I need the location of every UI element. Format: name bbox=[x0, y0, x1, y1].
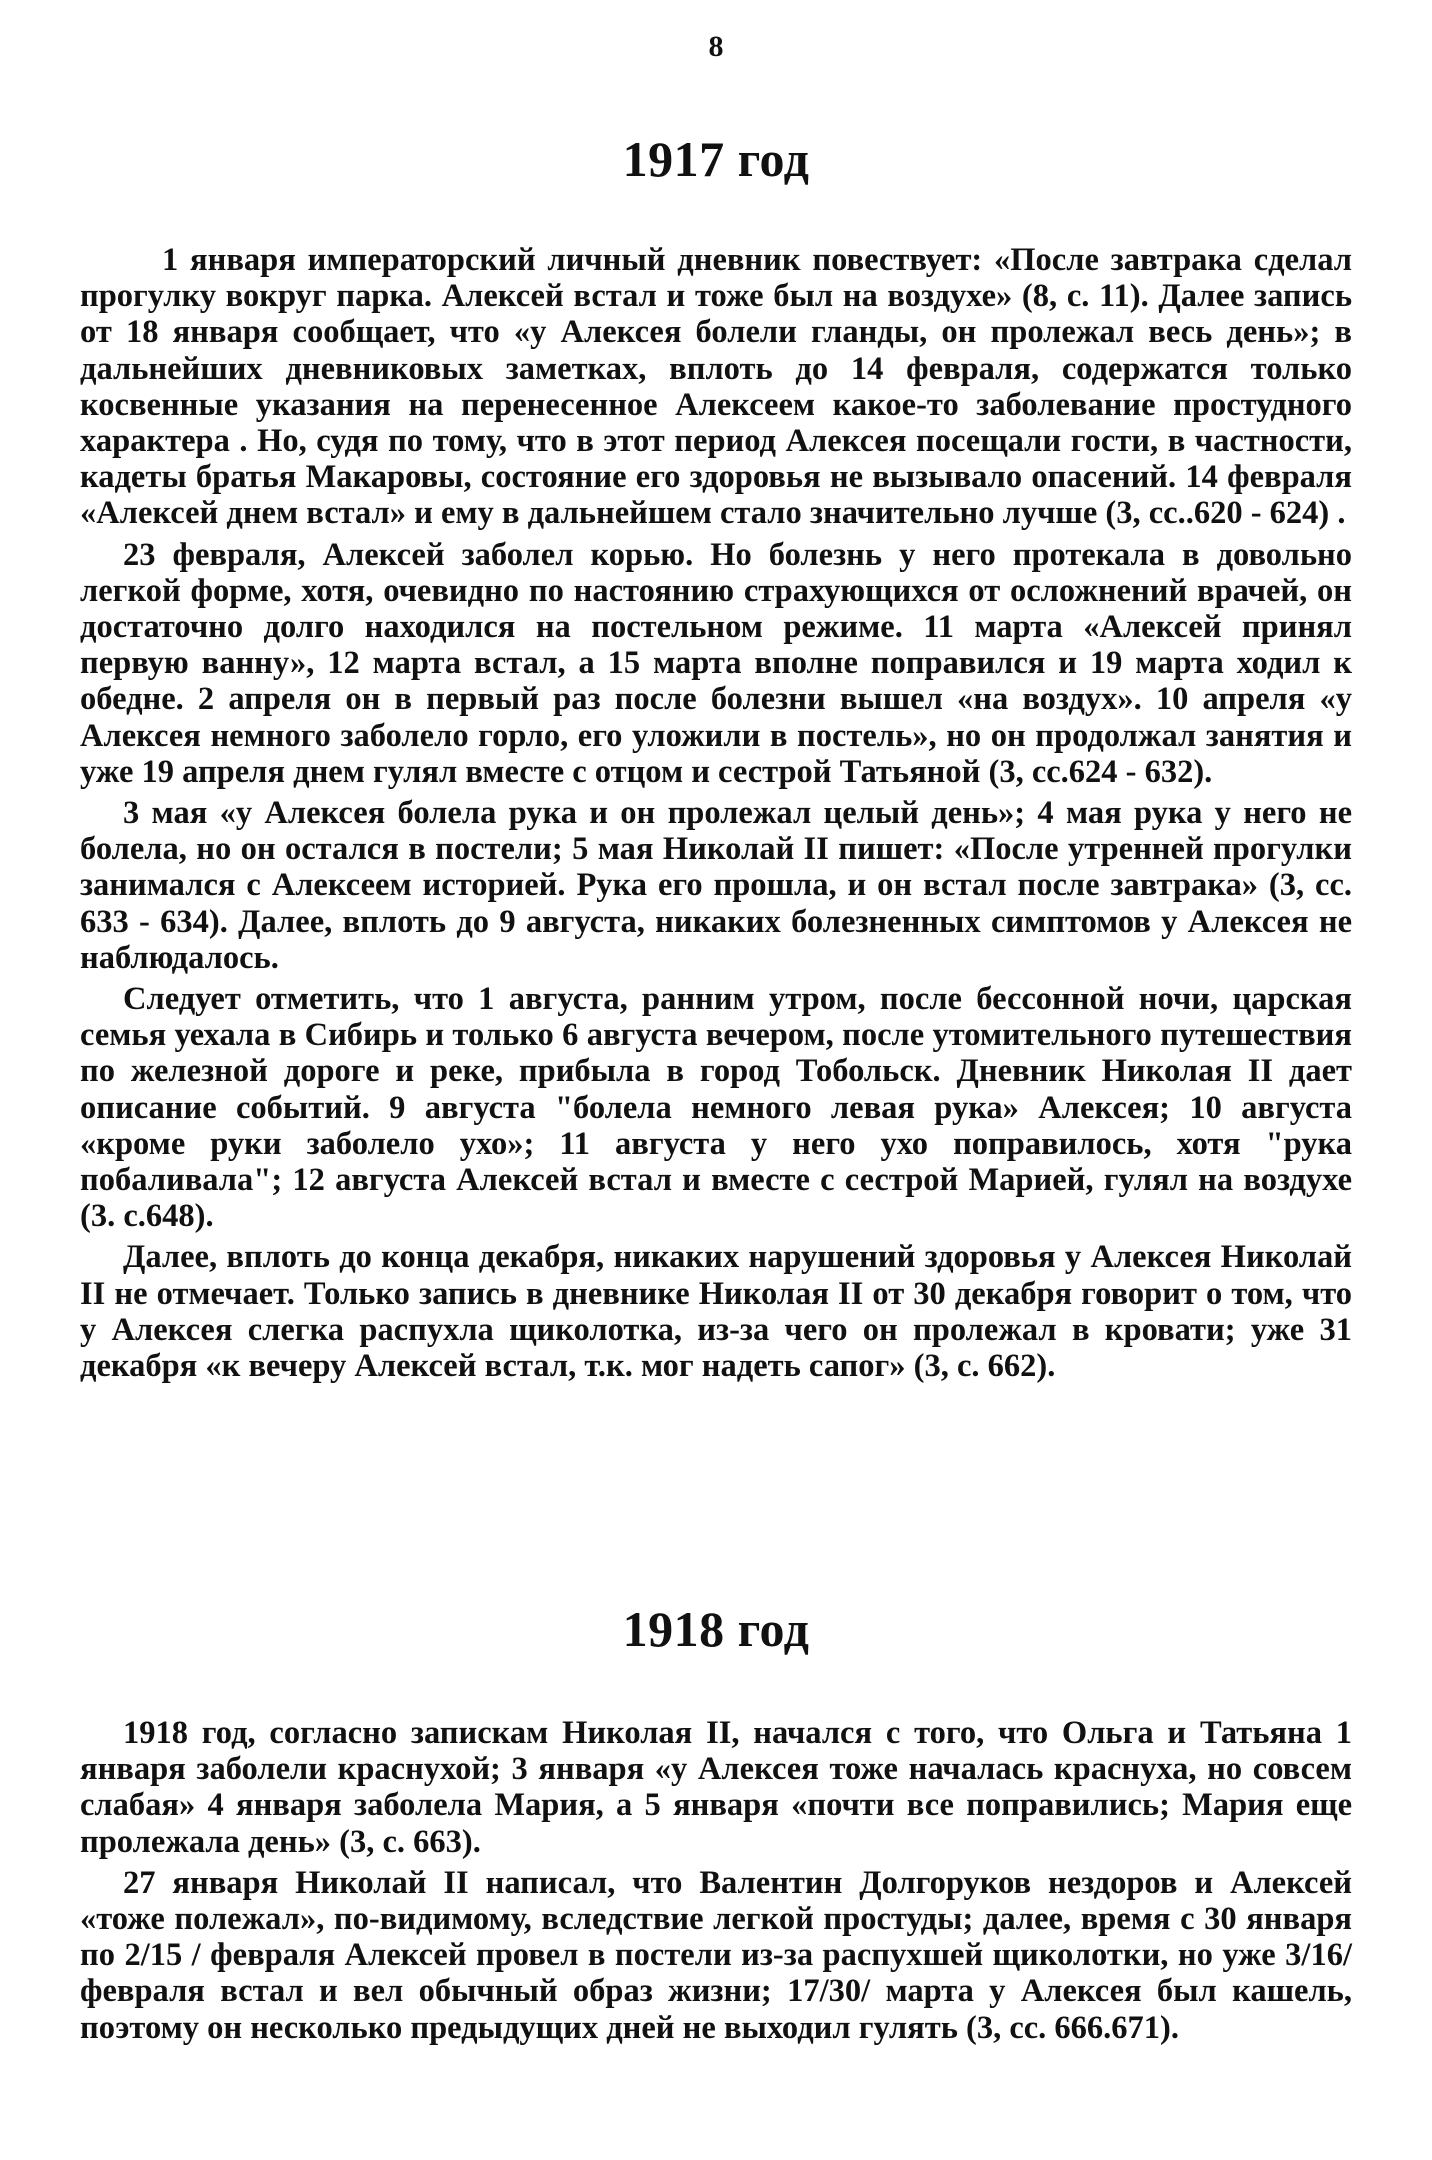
paragraph: 27 января Николай II написал, что Валентин Долгоруков нездоров и Алексей «тоже полежал», по-видимому, вследствие легкой простуды; далее, время с 30 января по 2/15 / февраля Алексей провел в постели из-за распухшей щиколотки, но уже 3/16/ февраля встал и вел обычный образ жизни; 17/30/ марта у Алексея был кашель, поэтому он несколько предыдущих дней не выходил гулять (3, сс. 666.671). bbox=[80, 1864, 1352, 2046]
paragraph: Следует отметить, что 1 августа, ранним утром, после бессонной ночи, царская семья уехала в Сибирь и только 6 августа вечером, после утомительного путешествия по железной дороге и реке, прибыла в город Тобольск. Дневник Николая II дает описание событий. 9 августа "болела немного левая рука» Алексея; 10 августа «кроме руки заболело ухо»; 11 августа у него ухо поправилось, хотя "рука побаливала"; 12 августа Алексей встал и вместе с сестрой Марией, гулял на воздухе (3. с.648). bbox=[80, 981, 1352, 1235]
paragraph: 23 февраля, Алексей заболел корью. Но болезнь у него протекала в довольно легкой форме, хотя, очевидно по настоянию страхующихся от осложнений врачей, он достаточно долго находился на постельном режиме. 11 марта «Алексей принял первую ванну», 12 марта встал, а 15 марта вполне поправился и 19 марта ходил к обедне. 2 апреля он в первый раз после болезни вышел «на воздух». 10 апреля «у Алексея немного заболело горло, его уложили в постель», но он продолжал занятия и уже 19 апреля днем гулял вместе с отцом и сестрой Татьяной (3, сс.624 - 632). bbox=[80, 536, 1352, 790]
paragraph: 1 января императорский личный дневник повествует: «После завтрака сделал прогулку вокруг парка. Алексей встал и тоже был на воздухе» (8, с. 11). Далее запись от 18 января сообщает, что «у Алексея болели гланды, он пролежал весь день»; в дальнейших дневниковых заметках, вплоть до 14 февраля, содержатся только косвенные указания на перенесенное Алексеем какое-то заболевание простудного характера . Но, судя по тому, что в этот период Алексея посещали гости, в частности, кадеты братья Макаровы, состояние его здоровья не вызывало опасений. 14 февраля «Алексей днем встал» и ему в дальнейшем стало значительно лучше (3, сс..620 - 624) . bbox=[80, 242, 1352, 532]
page-number: 8 bbox=[708, 30, 724, 63]
paragraph: 1918 год, согласно запискам Николая II, начался с того, что Ольга и Татьяна 1 января заболели краснухой; 3 января «у Алексея тоже началась краснуха, но совсем слабая» 4 января заболела Мария, а 5 января «почти все поправились; Мария еще пролежала день» (3, с. 663). bbox=[80, 1715, 1352, 1860]
paragraph: Далее, вплоть до конца декабря, никаких нарушений здоровья у Алексея Николай II не отмечает. Только запись в дневнике Николая II от 30 декабря говорит о том, что у Алексея слегка распухла щиколотка, из-за чего он пролежал в кровати; уже 31 декабря «к вечеру Алексей встал, т.к. мог надеть сапог» (3, с. 662). bbox=[80, 1239, 1352, 1385]
section-heading-1917: 1917 год bbox=[622, 131, 810, 187]
paragraph: 3 мая «у Алексея болела рука и он пролежал целый день»; 4 мая рука у него не болела, но он остался в постели; 5 мая Николай II пишет: «После утренней прогулки занимался с Алексеем историей. Рука его прошла, и он встал после завтрака» (3, сс. 633 - 634). Далее, вплоть до 9 августа, никаких болезненных симптомов у Алексея не наблюдалось. bbox=[80, 795, 1352, 976]
section-heading-1918: 1918 год bbox=[622, 1601, 810, 1657]
section-1917-body bbox=[80, 242, 1352, 1389]
section-1918-body bbox=[80, 1715, 1352, 2051]
